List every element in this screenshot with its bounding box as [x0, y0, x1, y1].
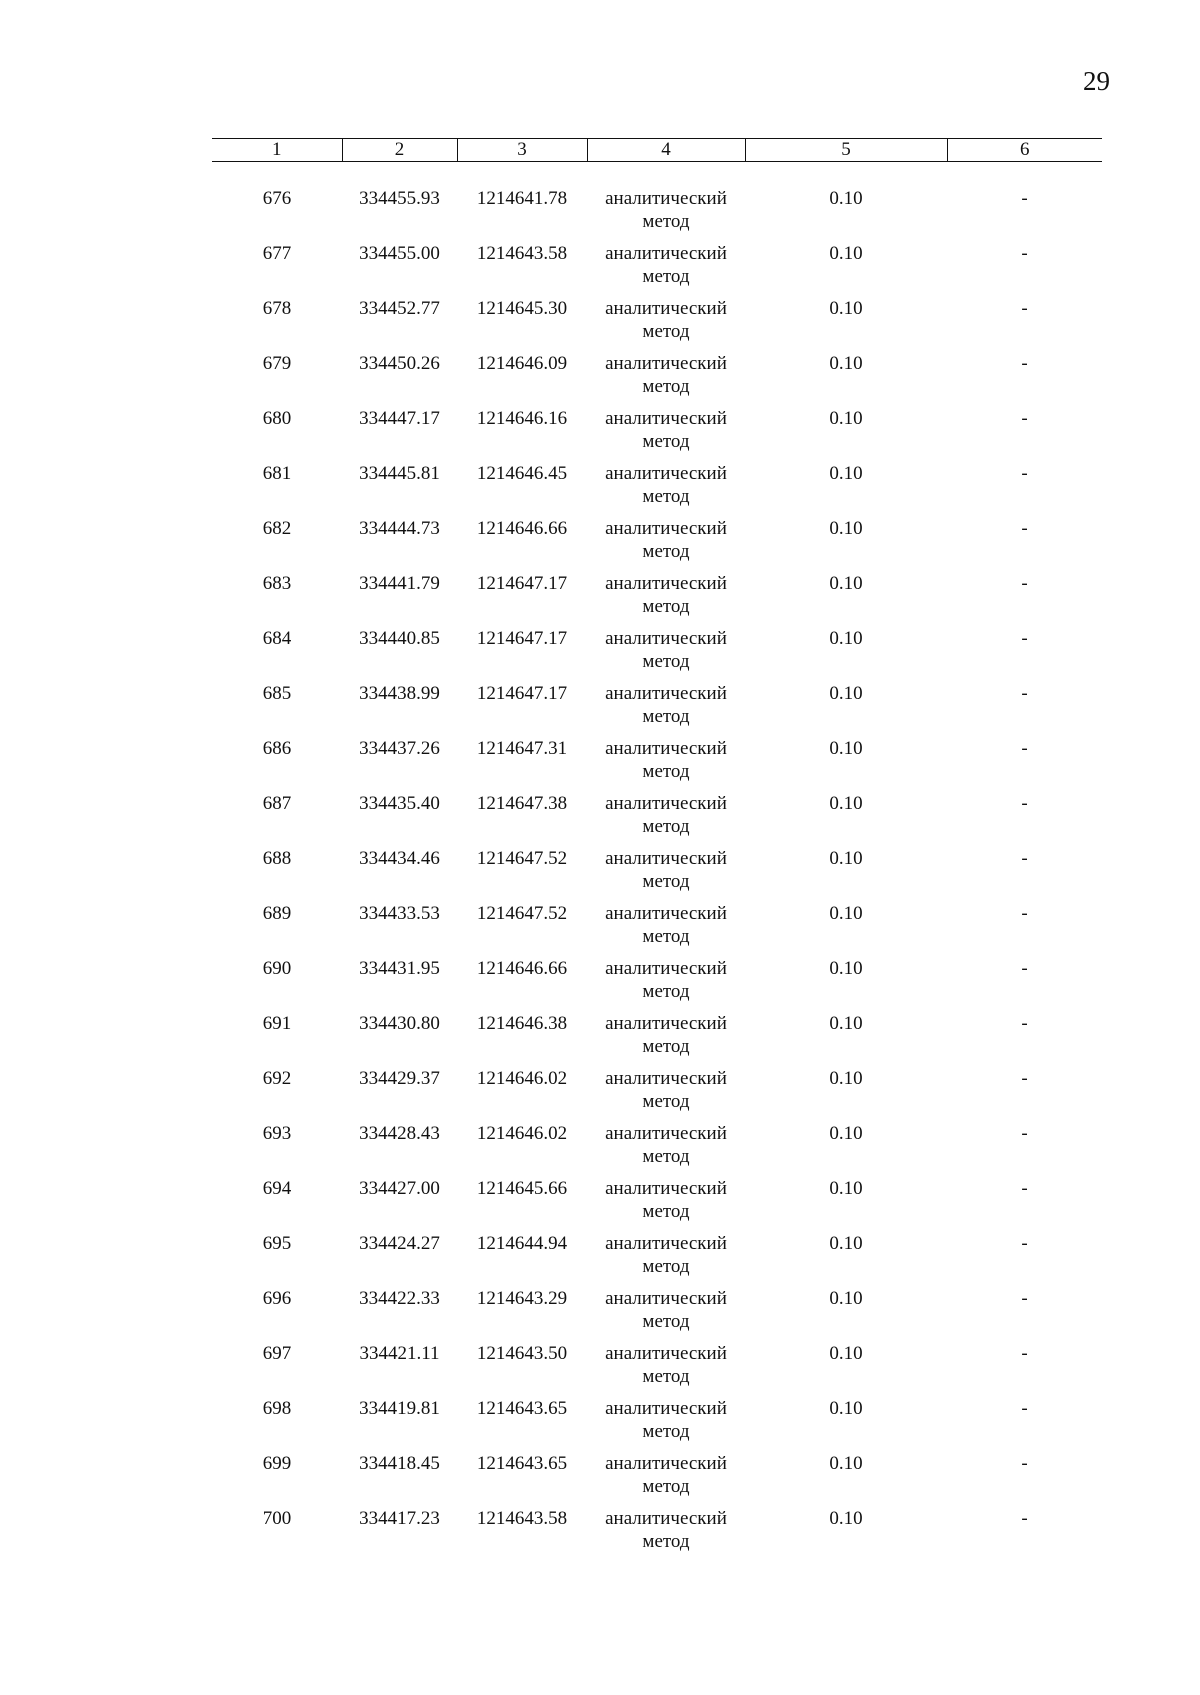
x-coordinate-cell: 334444.73 [359, 518, 440, 539]
method-text: аналитический [605, 518, 727, 539]
point-number-cell: 685 [262, 683, 292, 704]
y-coordinate-cell: 1214641.78 [476, 188, 568, 209]
column-header: 6 [947, 139, 1102, 162]
x-coordinate-cell: 334438.99 [359, 683, 440, 704]
method-cell [587, 1452, 745, 1507]
method-text: аналитический [605, 1398, 727, 1419]
x-coordinate-cell: 334431.95 [359, 958, 440, 979]
point-number-cell: 677 [262, 243, 292, 264]
point-number-cell: 691 [262, 1013, 292, 1034]
method-cell [587, 737, 745, 792]
method-cell [587, 1342, 745, 1397]
method-text: аналитический [605, 1178, 727, 1199]
method-cell [587, 1012, 745, 1067]
method-cell [587, 187, 745, 242]
method-text: метод [642, 706, 690, 727]
method-text: метод [642, 266, 690, 287]
accuracy-cell: 0.10 [829, 1178, 863, 1199]
accuracy-cell: 0.10 [829, 1068, 863, 1089]
note-cell: - [1021, 683, 1028, 704]
y-coordinate-cell: 1214643.50 [476, 1343, 568, 1364]
accuracy-cell: 0.10 [829, 298, 863, 319]
x-coordinate-cell: 334441.79 [359, 573, 440, 594]
table-row [212, 737, 1102, 792]
accuracy-cell: 0.10 [829, 353, 863, 374]
accuracy-cell: 0.10 [829, 1343, 863, 1364]
y-coordinate-cell: 1214643.29 [476, 1288, 568, 1309]
accuracy-cell: 0.10 [829, 1453, 863, 1474]
x-coordinate-cell: 334427.00 [359, 1178, 440, 1199]
method-cell [587, 1507, 745, 1562]
x-coordinate-cell: 334429.37 [359, 1068, 440, 1089]
method-text: аналитический [605, 1123, 727, 1144]
table-row [212, 462, 1102, 517]
table-row [212, 1177, 1102, 1232]
accuracy-cell: 0.10 [829, 628, 863, 649]
x-coordinate-cell: 334417.23 [359, 1508, 440, 1529]
y-coordinate-cell: 1214643.58 [476, 1508, 568, 1529]
point-number-cell: 681 [262, 463, 292, 484]
method-text: метод [642, 761, 690, 782]
table-row [212, 572, 1102, 627]
x-coordinate-cell: 334447.17 [359, 408, 440, 429]
note-cell: - [1021, 1068, 1028, 1089]
column-header: 4 [587, 139, 745, 162]
method-text: аналитический [605, 903, 727, 924]
method-text: аналитический [605, 738, 727, 759]
y-coordinate-cell: 1214647.17 [476, 573, 568, 594]
note-cell: - [1021, 1123, 1028, 1144]
point-number-cell: 682 [262, 518, 292, 539]
method-text: аналитический [605, 1288, 727, 1309]
y-coordinate-cell: 1214647.52 [476, 903, 568, 924]
y-coordinate-cell: 1214643.65 [476, 1453, 568, 1474]
method-text: метод [642, 871, 690, 892]
table-row [212, 187, 1102, 242]
table-row [212, 847, 1102, 902]
method-cell [587, 1287, 745, 1342]
note-cell: - [1021, 793, 1028, 814]
accuracy-cell: 0.10 [829, 188, 863, 209]
y-coordinate-cell: 1214643.58 [476, 243, 568, 264]
note-cell: - [1021, 573, 1028, 594]
coordinates-table [212, 138, 1102, 1562]
method-text: аналитический [605, 848, 727, 869]
method-cell [587, 1177, 745, 1232]
table-row [212, 1397, 1102, 1452]
method-text: метод [642, 1091, 690, 1112]
x-coordinate-cell: 334440.85 [359, 628, 440, 649]
method-text: аналитический [605, 408, 727, 429]
point-number-cell: 688 [262, 848, 292, 869]
x-coordinate-cell: 334445.81 [359, 463, 440, 484]
method-text: метод [642, 596, 690, 617]
note-cell: - [1021, 1453, 1028, 1474]
point-number-cell: 684 [262, 628, 292, 649]
method-text: аналитический [605, 298, 727, 319]
y-coordinate-cell: 1214643.65 [476, 1398, 568, 1419]
method-cell [587, 1067, 745, 1122]
method-text: аналитический [605, 1508, 727, 1529]
method-text: аналитический [605, 793, 727, 814]
method-cell [587, 352, 745, 407]
x-coordinate-cell: 334418.45 [359, 1453, 440, 1474]
point-number-cell: 695 [262, 1233, 292, 1254]
y-coordinate-cell: 1214646.16 [476, 408, 568, 429]
x-coordinate-cell: 334422.33 [359, 1288, 440, 1309]
table-row [212, 407, 1102, 462]
method-text: метод [642, 1201, 690, 1222]
method-cell [587, 1122, 745, 1177]
method-text: аналитический [605, 573, 727, 594]
table-row [212, 902, 1102, 957]
accuracy-cell: 0.10 [829, 1398, 863, 1419]
note-cell: - [1021, 903, 1028, 924]
method-cell [587, 462, 745, 517]
point-number-cell: 689 [262, 903, 292, 924]
note-cell: - [1021, 848, 1028, 869]
note-cell: - [1021, 408, 1028, 429]
method-text: метод [642, 376, 690, 397]
method-text: метод [642, 1421, 690, 1442]
table-row [212, 792, 1102, 847]
y-coordinate-cell: 1214647.17 [476, 683, 568, 704]
note-cell: - [1021, 1343, 1028, 1364]
table-row [212, 1342, 1102, 1397]
method-text: метод [642, 1036, 690, 1057]
point-number-cell: 696 [262, 1288, 292, 1309]
x-coordinate-cell: 334430.80 [359, 1013, 440, 1034]
accuracy-cell: 0.10 [829, 683, 863, 704]
point-number-cell: 692 [262, 1068, 292, 1089]
x-coordinate-cell: 334437.26 [359, 738, 440, 759]
y-coordinate-cell: 1214646.02 [476, 1123, 568, 1144]
table-row [212, 242, 1102, 297]
method-text: аналитический [605, 1453, 727, 1474]
method-text: метод [642, 1476, 690, 1497]
y-coordinate-cell: 1214646.45 [476, 463, 568, 484]
method-text: аналитический [605, 1013, 727, 1034]
method-cell [587, 627, 745, 682]
method-text: метод [642, 211, 690, 232]
point-number-cell: 697 [262, 1343, 292, 1364]
note-cell: - [1021, 1398, 1028, 1419]
accuracy-cell: 0.10 [829, 958, 863, 979]
note-cell: - [1021, 958, 1028, 979]
page-number: 29 [1083, 66, 1110, 96]
y-coordinate-cell: 1214646.38 [476, 1013, 568, 1034]
method-cell [587, 902, 745, 957]
table-row [212, 627, 1102, 682]
table-row [212, 517, 1102, 572]
x-coordinate-cell: 334419.81 [359, 1398, 440, 1419]
point-number-cell: 680 [262, 408, 292, 429]
method-cell [587, 682, 745, 737]
method-text: аналитический [605, 353, 727, 374]
x-coordinate-cell: 334428.43 [359, 1123, 440, 1144]
table-row [212, 297, 1102, 352]
x-coordinate-cell: 334455.00 [359, 243, 440, 264]
table-row [212, 1452, 1102, 1507]
table-header [212, 139, 1102, 162]
method-text: метод [642, 1146, 690, 1167]
note-cell: - [1021, 353, 1028, 374]
table-row [212, 1287, 1102, 1342]
y-coordinate-cell: 1214646.66 [476, 518, 568, 539]
method-text: аналитический [605, 188, 727, 209]
note-cell: - [1021, 628, 1028, 649]
x-coordinate-cell: 334435.40 [359, 793, 440, 814]
method-text: метод [642, 431, 690, 452]
x-coordinate-cell: 334450.26 [359, 353, 440, 374]
x-coordinate-cell: 334434.46 [359, 848, 440, 869]
table-row [212, 352, 1102, 407]
point-number-cell: 698 [262, 1398, 292, 1419]
method-text: метод [642, 486, 690, 507]
accuracy-cell: 0.10 [829, 1233, 863, 1254]
accuracy-cell: 0.10 [829, 903, 863, 924]
method-text: метод [642, 1311, 690, 1332]
note-cell: - [1021, 738, 1028, 759]
table-row [212, 1012, 1102, 1067]
method-cell [587, 572, 745, 627]
accuracy-cell: 0.10 [829, 738, 863, 759]
method-text: аналитический [605, 683, 727, 704]
method-cell [587, 792, 745, 847]
y-coordinate-cell: 1214646.02 [476, 1068, 568, 1089]
point-number-cell: 699 [262, 1453, 292, 1474]
point-number-cell: 676 [262, 188, 292, 209]
method-cell [587, 517, 745, 572]
method-text: аналитический [605, 1343, 727, 1364]
accuracy-cell: 0.10 [829, 243, 863, 264]
method-cell [587, 957, 745, 1012]
y-coordinate-cell: 1214647.17 [476, 628, 568, 649]
point-number-cell: 686 [262, 738, 292, 759]
x-coordinate-cell: 334421.11 [359, 1343, 440, 1364]
note-cell: - [1021, 1178, 1028, 1199]
point-number-cell: 678 [262, 298, 292, 319]
accuracy-cell: 0.10 [829, 518, 863, 539]
accuracy-cell: 0.10 [829, 463, 863, 484]
column-header: 5 [745, 139, 947, 162]
table-row [212, 1067, 1102, 1122]
method-text: аналитический [605, 463, 727, 484]
table-row [212, 1122, 1102, 1177]
table-row [212, 682, 1102, 737]
y-coordinate-cell: 1214646.09 [476, 353, 568, 374]
note-cell: - [1021, 1233, 1028, 1254]
method-text: метод [642, 541, 690, 562]
accuracy-cell: 0.10 [829, 408, 863, 429]
column-header: 1 [212, 139, 342, 162]
method-cell [587, 1232, 745, 1287]
y-coordinate-cell: 1214644.94 [476, 1233, 568, 1254]
method-text: метод [642, 321, 690, 342]
y-coordinate-cell: 1214645.30 [476, 298, 568, 319]
x-coordinate-cell: 334452.77 [359, 298, 440, 319]
accuracy-cell: 0.10 [829, 793, 863, 814]
x-coordinate-cell: 334433.53 [359, 903, 440, 924]
y-coordinate-cell: 1214647.31 [476, 738, 568, 759]
table-row [212, 1507, 1102, 1562]
method-text: метод [642, 981, 690, 1002]
accuracy-cell: 0.10 [829, 1123, 863, 1144]
method-cell [587, 847, 745, 902]
table-row [212, 957, 1102, 1012]
point-number-cell: 687 [262, 793, 292, 814]
method-text: метод [642, 1531, 690, 1552]
method-text: метод [642, 651, 690, 672]
accuracy-cell: 0.10 [829, 1288, 863, 1309]
note-cell: - [1021, 1508, 1028, 1529]
y-coordinate-cell: 1214646.66 [476, 958, 568, 979]
y-coordinate-cell: 1214647.52 [476, 848, 568, 869]
table-body [212, 162, 1102, 1563]
note-cell: - [1021, 1288, 1028, 1309]
accuracy-cell: 0.10 [829, 1013, 863, 1034]
accuracy-cell: 0.10 [829, 1508, 863, 1529]
method-text: аналитический [605, 243, 727, 264]
point-number-cell: 694 [262, 1178, 292, 1199]
note-cell: - [1021, 298, 1028, 319]
column-header: 3 [457, 139, 587, 162]
method-cell [587, 297, 745, 352]
note-cell: - [1021, 1013, 1028, 1034]
method-text: метод [642, 926, 690, 947]
point-number-cell: 693 [262, 1123, 292, 1144]
y-coordinate-cell: 1214645.66 [476, 1178, 568, 1199]
method-text: аналитический [605, 628, 727, 649]
method-text: метод [642, 1366, 690, 1387]
method-text: аналитический [605, 1068, 727, 1089]
table-row [212, 1232, 1102, 1287]
point-number-cell: 679 [262, 353, 292, 374]
point-number-cell: 690 [262, 958, 292, 979]
y-coordinate-cell: 1214647.38 [476, 793, 568, 814]
method-text: метод [642, 1256, 690, 1277]
method-cell [587, 407, 745, 462]
method-text: аналитический [605, 1233, 727, 1254]
point-number-cell: 700 [262, 1508, 292, 1529]
note-cell: - [1021, 243, 1028, 264]
note-cell: - [1021, 463, 1028, 484]
note-cell: - [1021, 518, 1028, 539]
note-cell: - [1021, 188, 1028, 209]
point-number-cell: 683 [262, 573, 292, 594]
method-text: метод [642, 816, 690, 837]
method-text: аналитический [605, 958, 727, 979]
method-cell [587, 242, 745, 297]
x-coordinate-cell: 334424.27 [359, 1233, 440, 1254]
column-header: 2 [342, 139, 457, 162]
method-cell [587, 1397, 745, 1452]
x-coordinate-cell: 334455.93 [359, 188, 440, 209]
accuracy-cell: 0.10 [829, 848, 863, 869]
accuracy-cell: 0.10 [829, 573, 863, 594]
